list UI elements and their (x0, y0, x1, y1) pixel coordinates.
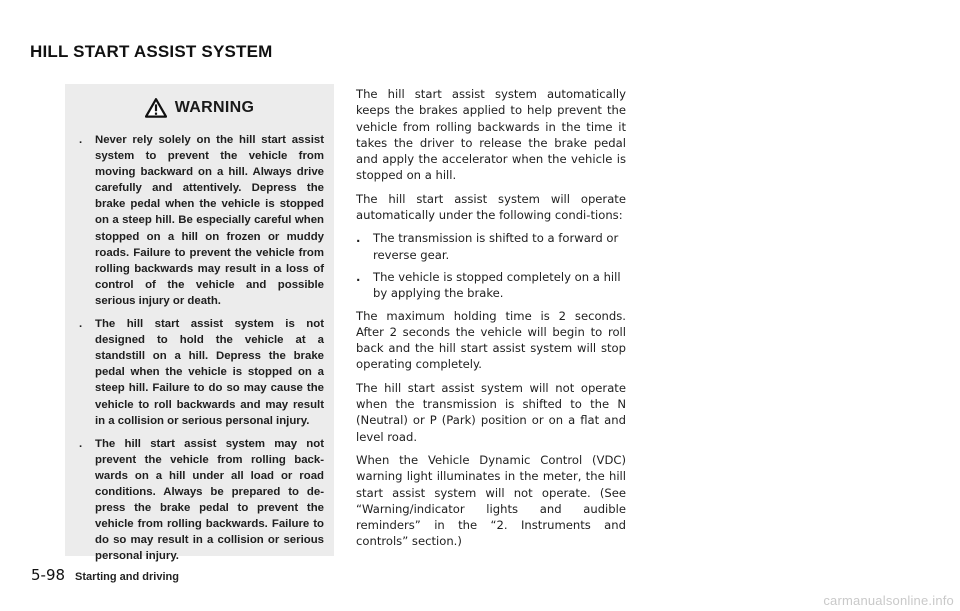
bullet: . (79, 318, 83, 331)
warning-triangle-icon (145, 98, 167, 118)
conditions-list (356, 230, 626, 301)
warning-title: WARNING (174, 99, 255, 116)
warning-item-text: Never rely solely on the hill start assist system to prevent the vehicle from moving backward on a hill. Always drive carefully and attentively. Depress the brake pedal when the vehicle is stopped on a steep hill. Be especially careful when stopped on a hill on frozen or muddy roads. Failure to prevent the vehicle from rolling backwards may result in a loss of control of the vehicle and possible serious injury or death. (95, 134, 324, 307)
list-item (356, 230, 626, 263)
bullet: . (356, 231, 361, 246)
warning-item (75, 436, 324, 565)
body-text-column (356, 86, 626, 557)
body-paragraph: The hill start assist system will operate automatically under the following condi-tions: (356, 191, 626, 223)
list-item (356, 269, 626, 302)
page-footer (31, 566, 179, 584)
page-number: 5-98 (31, 566, 66, 584)
warning-list (75, 132, 324, 564)
bullet: . (79, 134, 83, 146)
warning-item (75, 132, 324, 309)
bullet: . (79, 437, 83, 450)
warning-item (75, 316, 324, 429)
list-item-text: The vehicle is stopped completely on a hill by applying the brake. (373, 269, 621, 301)
footer-title: Starting and driving (75, 571, 179, 583)
warning-item-text: The hill start assist system may not prevent the vehicle from rolling back-wards on a hill under all load or road conditions. Always be prepared to de-press the brake pedal to prevent the vehicle from rolling backwards. Failure to do so may result in a collision or serious personal injury. (95, 437, 324, 563)
list-item-text: The transmission is shifted to a forward or reverse gear. (373, 231, 619, 262)
body-paragraph: The hill start assist system automatically keeps the brakes applied to help prevent the vehicle from rolling backwards in the time it takes the driver to release the brake pedal and apply the accelerator when the vehicle is stopped on a hill. (356, 87, 626, 183)
body-paragraph: The maximum holding time is 2 seconds. After 2 seconds the vehicle will begin to roll back and the hill start assist system will stop operating completely. (356, 308, 626, 372)
warning-box (65, 84, 334, 563)
body-paragraph: The hill start assist system will not operate when the transmission is shifted to the N (Neutral) or P (Park) position or on a flat and level road. (356, 380, 626, 444)
bullet: . (356, 269, 361, 284)
section-title: HILL START ASSIST SYSTEM (30, 42, 273, 61)
warning-header (75, 94, 324, 122)
body-paragraph: When the Vehicle Dynamic Control (VDC) warning light illuminates in the meter, the hill start assist system will not operate. (See “Warning/indicator lights and audible reminders” in the “2. Instruments and controls” section.) (356, 452, 626, 549)
warning-item-text: The hill start assist system is not designed to hold the vehicle at a standstill on a hill. Depress the brake pedal when the vehicle is stopped on a steep hill. Failure to do so may cause the vehicle to roll backwards and may result in a collision or serious personal injury. (95, 318, 324, 427)
watermark: carmanualsonline.info (823, 593, 954, 608)
